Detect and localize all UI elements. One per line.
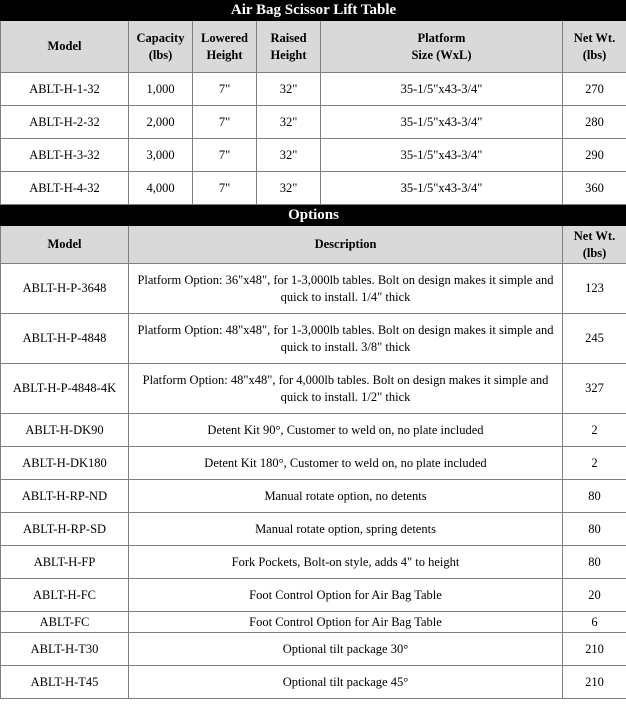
table-row: [1, 513, 626, 546]
cell-net-weight: 2: [563, 414, 626, 447]
cell-description: Optional tilt package 30°: [129, 633, 563, 666]
cell-description: Platform Option: 36"x48", for 1-3,000lb tables. Bolt on design makes it simple and quick to install. 1/4" thick: [129, 264, 563, 314]
cell-model: ABLT-H-P-4848-4K: [1, 364, 129, 414]
cell-model: ABLT-H-2-32: [1, 106, 129, 139]
cell-model: ABLT-H-FC: [1, 579, 129, 612]
col-header-capacity: Capacity (lbs): [129, 21, 193, 73]
cell-model: ABLT-H-P-3648: [1, 264, 129, 314]
cell-net-weight: 290: [563, 139, 626, 172]
cell-raised-height: 32": [257, 172, 321, 205]
cell-platform-size: 35-1/5"x43-3/4": [321, 139, 563, 172]
table-row: [1, 480, 626, 513]
cell-net-weight: 80: [563, 513, 626, 546]
options-table-title: Options: [1, 206, 626, 226]
cell-net-weight: 210: [563, 666, 626, 699]
col-header-model: Model: [1, 21, 129, 73]
table-row: [1, 314, 626, 364]
table-row: [1, 666, 626, 699]
cell-description: Foot Control Option for Air Bag Table: [129, 579, 563, 612]
cell-model: ABLT-H-T30: [1, 633, 129, 666]
col-header-description: Description: [129, 226, 563, 264]
col-header-net-weight: Net Wt. (lbs): [563, 21, 626, 73]
cell-lowered-height: 7": [193, 106, 257, 139]
cell-capacity: 4,000: [129, 172, 193, 205]
cell-model: ABLT-H-1-32: [1, 73, 129, 106]
table-row: [1, 139, 626, 172]
cell-net-weight: 123: [563, 264, 626, 314]
table-row: [1, 579, 626, 612]
cell-platform-size: 35-1/5"x43-3/4": [321, 172, 563, 205]
cell-raised-height: 32": [257, 106, 321, 139]
cell-net-weight: 360: [563, 172, 626, 205]
cell-net-weight: 20: [563, 579, 626, 612]
cell-description: Fork Pockets, Bolt-on style, adds 4" to height: [129, 546, 563, 579]
table-row: [1, 106, 626, 139]
cell-net-weight: 80: [563, 480, 626, 513]
cell-platform-size: 35-1/5"x43-3/4": [321, 106, 563, 139]
cell-platform-size: 35-1/5"x43-3/4": [321, 73, 563, 106]
cell-model: ABLT-H-RP-ND: [1, 480, 129, 513]
cell-lowered-height: 7": [193, 139, 257, 172]
table-row: [1, 172, 626, 205]
cell-description: Foot Control Option for Air Bag Table: [129, 612, 563, 633]
cell-model: ABLT-FC: [1, 612, 129, 633]
cell-model: ABLT-H-3-32: [1, 139, 129, 172]
table-row: [1, 546, 626, 579]
cell-net-weight: 280: [563, 106, 626, 139]
cell-lowered-height: 7": [193, 172, 257, 205]
cell-description: Detent Kit 90°, Customer to weld on, no plate included: [129, 414, 563, 447]
options-table: [0, 205, 626, 699]
col-header-raised-height: Raised Height: [257, 21, 321, 73]
cell-net-weight: 270: [563, 73, 626, 106]
cell-model: ABLT-H-FP: [1, 546, 129, 579]
cell-description: Optional tilt package 45°: [129, 666, 563, 699]
spec-table: [0, 0, 626, 205]
cell-model: ABLT-H-4-32: [1, 172, 129, 205]
cell-capacity: 2,000: [129, 106, 193, 139]
cell-lowered-height: 7": [193, 73, 257, 106]
cell-raised-height: 32": [257, 73, 321, 106]
cell-model: ABLT-H-DK180: [1, 447, 129, 480]
cell-model: ABLT-H-DK90: [1, 414, 129, 447]
col-header-lowered-height: Lowered Height: [193, 21, 257, 73]
table-row: [1, 447, 626, 480]
table-row: [1, 414, 626, 447]
cell-description: Manual rotate option, spring detents: [129, 513, 563, 546]
col-header-net-weight: Net Wt. (lbs): [563, 226, 626, 264]
cell-capacity: 1,000: [129, 73, 193, 106]
table-row: [1, 364, 626, 414]
cell-description: Manual rotate option, no detents: [129, 480, 563, 513]
cell-description: Detent Kit 180°, Customer to weld on, no plate included: [129, 447, 563, 480]
cell-capacity: 3,000: [129, 139, 193, 172]
cell-model: ABLT-H-T45: [1, 666, 129, 699]
cell-net-weight: 2: [563, 447, 626, 480]
col-header-platform-size: Platform Size (WxL): [321, 21, 563, 73]
spec-table-title: Air Bag Scissor Lift Table: [1, 1, 626, 21]
cell-raised-height: 32": [257, 139, 321, 172]
col-header-model: Model: [1, 226, 129, 264]
table-row: [1, 633, 626, 666]
cell-net-weight: 210: [563, 633, 626, 666]
table-row: [1, 612, 626, 633]
cell-net-weight: 327: [563, 364, 626, 414]
cell-model: ABLT-H-RP-SD: [1, 513, 129, 546]
cell-net-weight: 80: [563, 546, 626, 579]
table-row: [1, 264, 626, 314]
cell-model: ABLT-H-P-4848: [1, 314, 129, 364]
cell-description: Platform Option: 48"x48", for 4,000lb tables. Bolt on design makes it simple and quick to install. 1/2" thick: [129, 364, 563, 414]
table-row: [1, 73, 626, 106]
cell-description: Platform Option: 48"x48", for 1-3,000lb tables. Bolt on design makes it simple and quick to install. 3/8" thick: [129, 314, 563, 364]
cell-net-weight: 245: [563, 314, 626, 364]
cell-net-weight: 6: [563, 612, 626, 633]
